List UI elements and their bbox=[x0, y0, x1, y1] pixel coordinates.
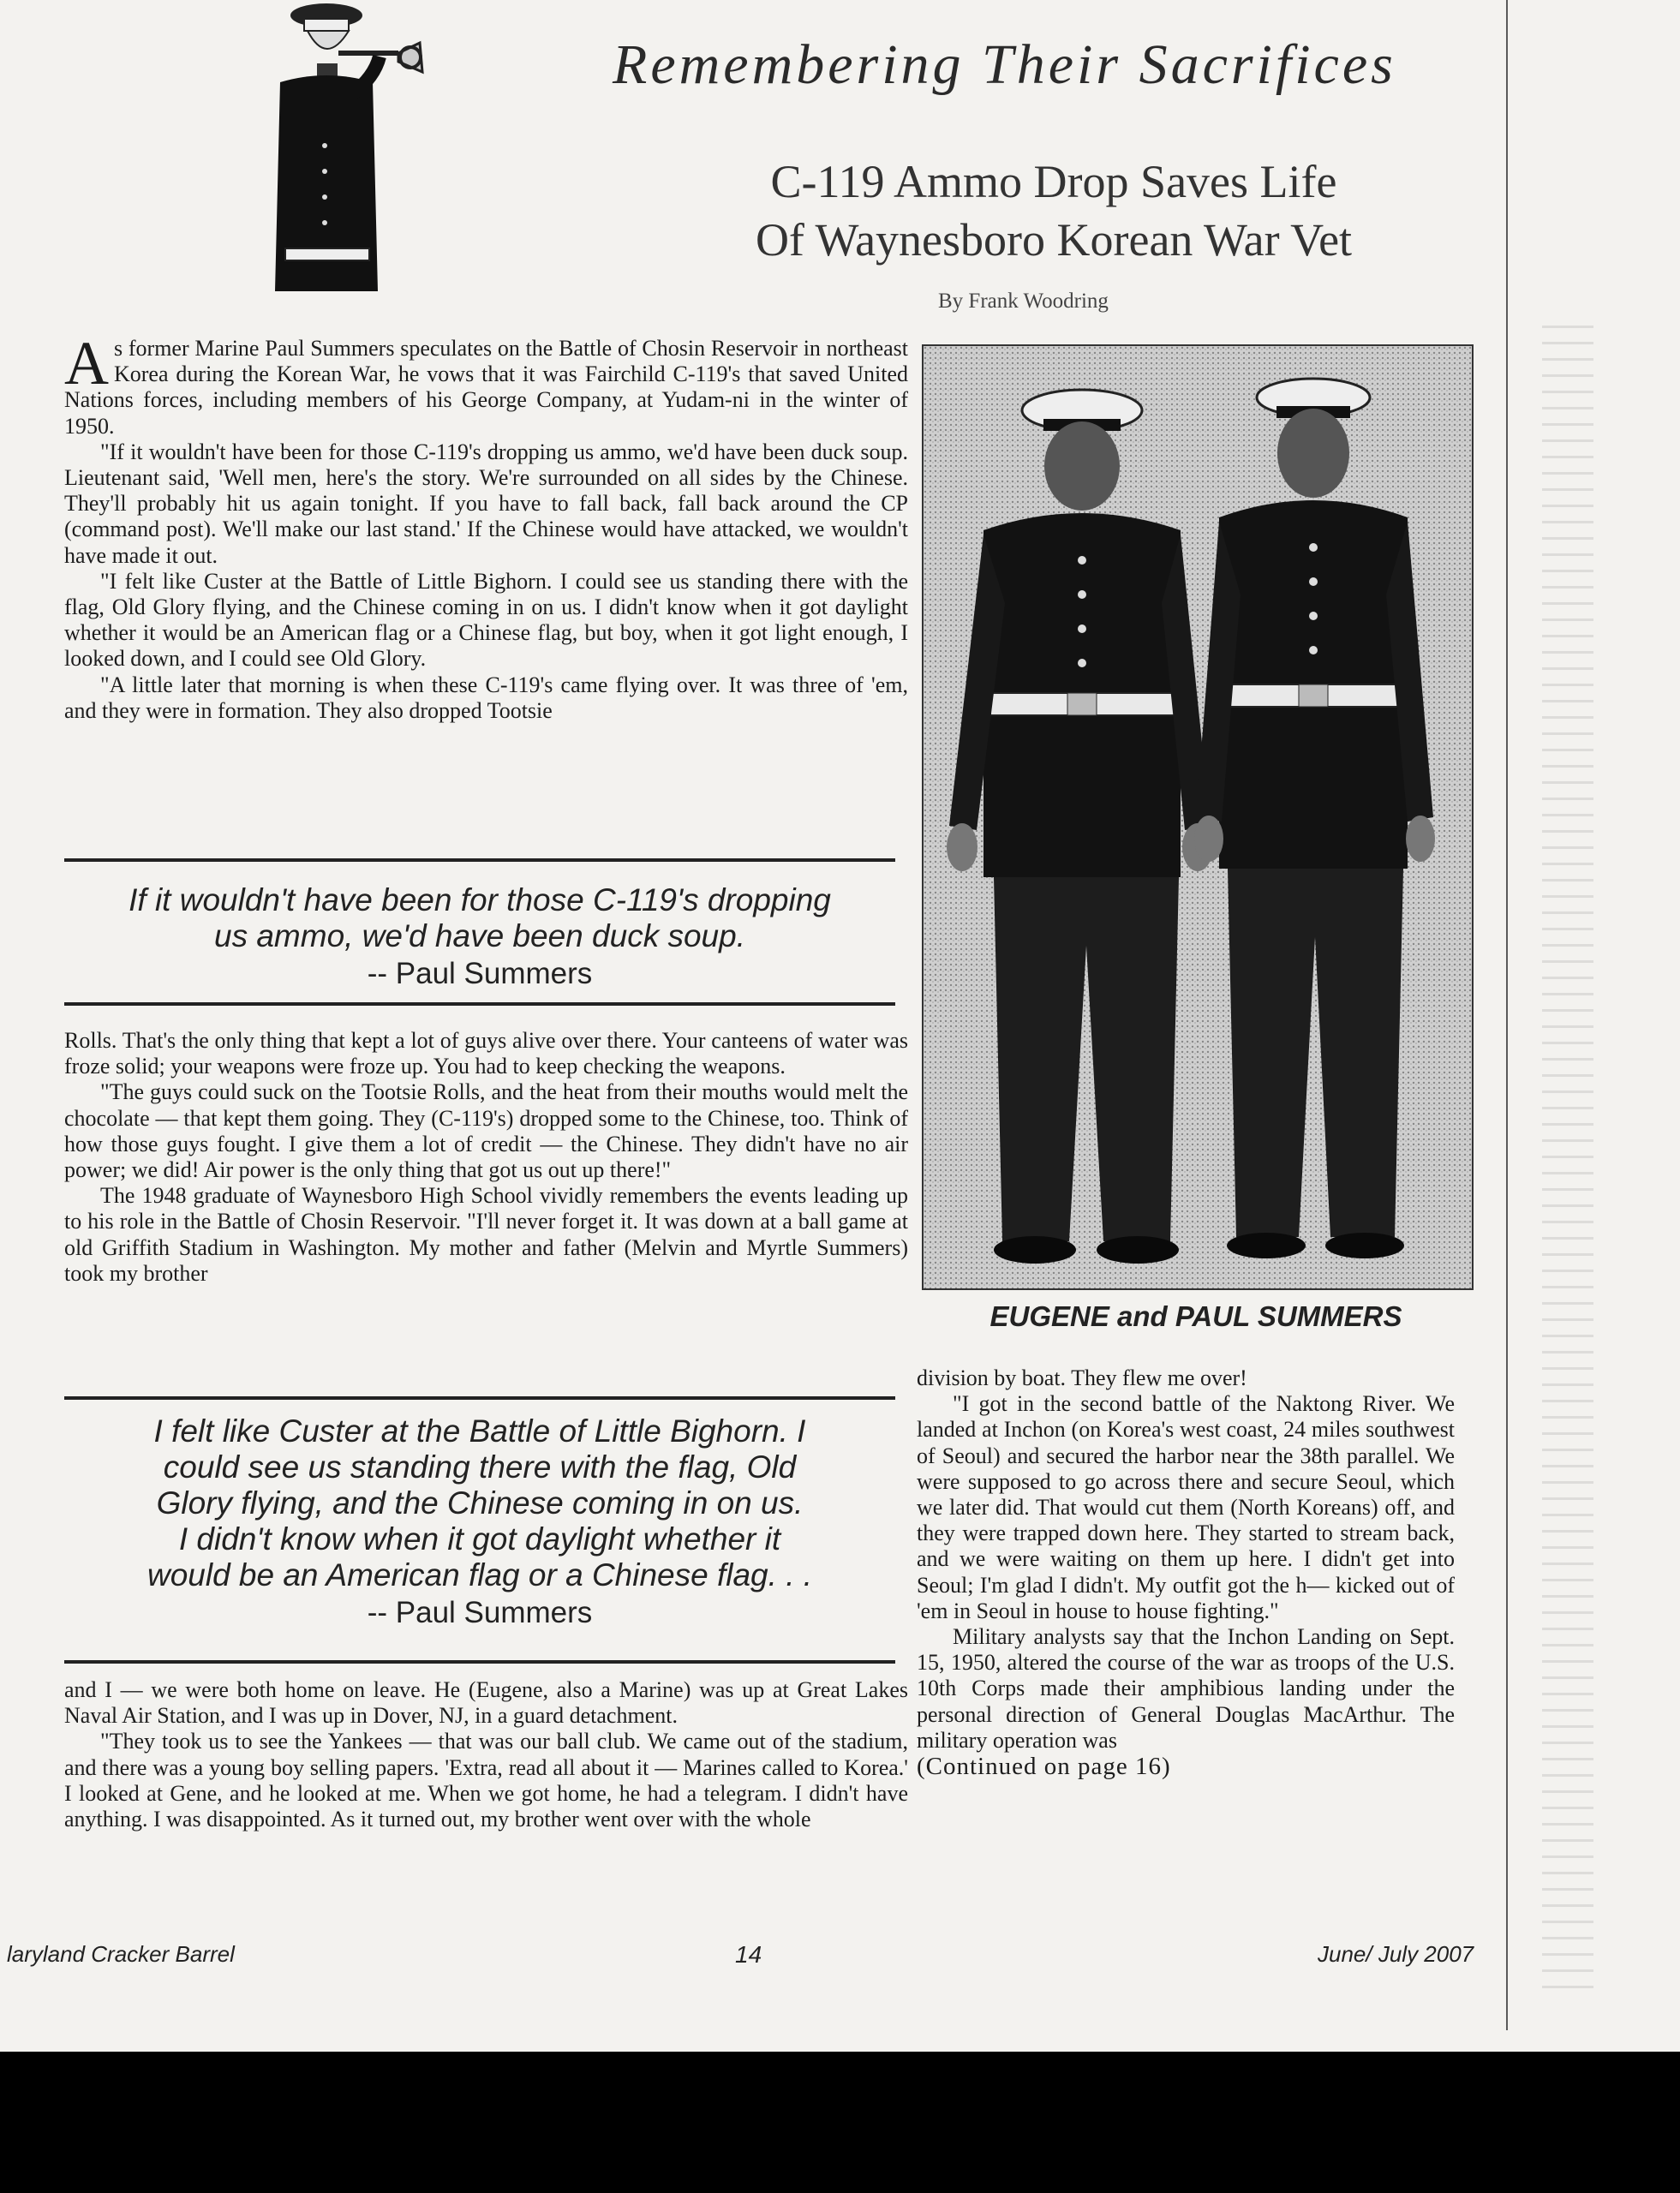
paragraph: and I — we were both home on leave. He (Eugene, also a Marine) was up at Great Lakes Naval Air Station, and I was up in Dover, NJ, in a guard detachment. bbox=[64, 1677, 908, 1729]
photo-image bbox=[924, 346, 1472, 1288]
divider-rule bbox=[64, 1396, 895, 1400]
article-body-right-column bbox=[917, 1365, 1455, 1779]
paragraph: division by boat. They flew me over! bbox=[917, 1365, 1247, 1390]
paragraph: Rolls. That's the only thing that kept a lot of guys alive over there. Your canteens of water was froze solid; your weapons were froze up. You had to keep checking the weapons. bbox=[64, 1028, 908, 1079]
section-title: Remembering Their Sacrifices bbox=[613, 33, 1396, 96]
scan-border bbox=[0, 2052, 1680, 2193]
quote-attribution: -- Paul Summers bbox=[367, 957, 593, 990]
drop-cap: A bbox=[64, 329, 109, 397]
article-body-block-3 bbox=[64, 1677, 908, 1832]
divider-rule bbox=[64, 1002, 895, 1006]
paragraph: As former Marine Paul Summers speculates on the Battle of Chosin Reservoir in northeast Korea during the Korean War, he vows that it was Fairchild C-119's that saved United Nations forces, including members of his George Company, at Yudam-ni in the winter of 1950. bbox=[64, 329, 908, 439]
scan-noise bbox=[1542, 326, 1593, 1996]
footer-publication-name: laryland Cracker Barrel bbox=[7, 1941, 235, 1967]
pull-quote-2 bbox=[64, 1413, 895, 1631]
article-body-block-2 bbox=[64, 1028, 908, 1287]
page-border-right bbox=[1506, 0, 1508, 2030]
paragraph: "I got in the second battle of the Naktong River. We landed at Inchon (on Korea's west coast, 24 miles southwest of Seoul) and secured the harbor near the 38th parallel. We were supposed to go across there and secure Seoul, which we later did. That would cut them (North Koreans) off, and they were trapped down here. They started to stream back, and we were waiting on them up here. I didn't get into Seoul; I'm glad I didn't. My outfit got the h— kicked out of 'em in Seoul in house to house fighting." bbox=[917, 1391, 1455, 1623]
paragraph: "I felt like Custer at the Battle of Little Bighorn. I could see us standing there with the flag, Old Glory flying, and the Chinese coming in on us. I didn't know when it got daylight whether it would be an American flag or a Chinese flag, but boy, when it got light enough, I looked down, and I could see Old Glory. bbox=[64, 568, 908, 672]
photo-caption: EUGENE and PAUL SUMMERS bbox=[989, 1300, 1402, 1332]
divider-rule bbox=[64, 858, 895, 862]
quote-line: I felt like Custer at the Battle of Little Bighorn. I bbox=[153, 1413, 806, 1449]
quote-line: us ammo, we'd have been duck soup. bbox=[214, 918, 745, 953]
paragraph: "The guys could suck on the Tootsie Rolls, and the heat from their mouths would melt the chocolate — that kept them going. They (C-119's) dropped some to the Chinese, too. Think of how those guys fought. I give them a lot of credit — the Chinese. They didn't have no air power; we did! Air power is the only thing that got us out up there!" bbox=[64, 1079, 908, 1183]
paragraph: Military analysts say that the Inchon Landing on Sept. 15, 1950, altered the course of the war as troops of the U.S. 10th Corps made their amphibious landing under the personal direction of General Douglas MacArthur. The military operation was bbox=[917, 1624, 1455, 1753]
footer-issue-date: June/ July 2007 bbox=[1318, 1941, 1474, 1967]
headline-line-1: C-119 Ammo Drop Saves Life bbox=[770, 156, 1337, 207]
quote-line: could see us standing there with the flag, Old bbox=[163, 1449, 797, 1485]
quote-attribution: -- Paul Summers bbox=[367, 1596, 593, 1629]
paragraph: "A little later that morning is when these C-119's came flying over. It was three of 'em, and they were in formation. They also dropped Tootsie bbox=[64, 672, 908, 723]
continued-on-notice: (Continued on page 16) bbox=[917, 1753, 1171, 1781]
paragraph: "If it wouldn't have been for those C-119's dropping us ammo, we'd have been duck soup. Lieutenant said, 'Well men, here's the story. We're surrounded on all sides by the Chinese. They'll probably hit us again tonight. If you have to fall back, fall back around the CP (command post). We'll make our last stand.' If the Chinese would have attacked, we wouldn't have made it out. bbox=[64, 439, 908, 568]
bugler-illustration bbox=[270, 0, 433, 296]
article-body-block-1 bbox=[64, 329, 908, 724]
divider-rule bbox=[64, 1660, 895, 1664]
quote-line: Glory flying, and the Chinese coming in on us. bbox=[156, 1485, 804, 1521]
footer-page-number: 14 bbox=[735, 1941, 762, 1968]
quote-line: If it wouldn't have been for those C-119's dropping bbox=[129, 882, 831, 917]
headline-line-2: Of Waynesboro Korean War Vet bbox=[755, 214, 1353, 266]
article-headline bbox=[685, 152, 1422, 269]
quote-line: I didn't know when it got daylight whether it bbox=[178, 1521, 781, 1557]
paragraph: "They took us to see the Yankees — that was our ball club. We came out of the stadium, and there was a young boy selling papers. 'Extra, read all about it — Marines called to Korea.' I looked at Gene, and he looked at me. When we got home, he had a telegram. I didn't have anything. I was disappointed. As it turned out, my brother went over with the whole bbox=[64, 1729, 908, 1832]
quote-line: would be an American flag or a Chinese flag. . . bbox=[146, 1557, 813, 1592]
pull-quote-1 bbox=[64, 882, 895, 992]
byline: By Frank Woodring bbox=[938, 290, 1109, 313]
photo-eugene-and-paul-summers bbox=[922, 344, 1474, 1290]
paragraph: The 1948 graduate of Waynesboro High School vividly remembers the events leading up to his role in the Battle of Chosin Reservoir. "I'll never forget it. It was down at a ball game at old Griffith Stadium in Washington. My mother and father (Melvin and Myrtle Summers) took my brother bbox=[64, 1183, 908, 1286]
